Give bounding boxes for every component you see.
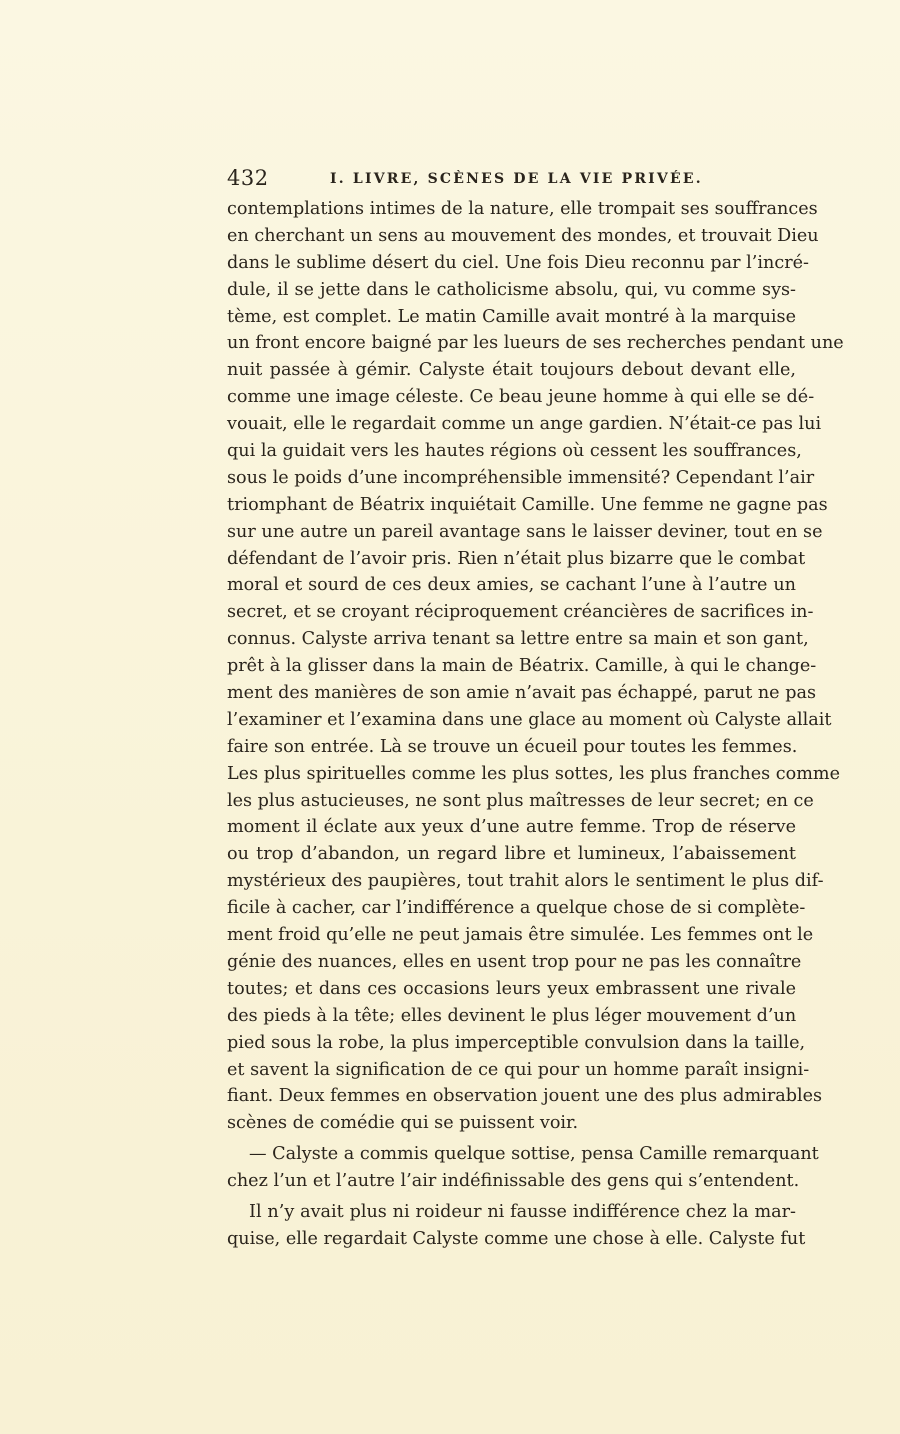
text-line: chez l’un et l’autre l’air indéfinissable des gens qui s’entendent. [227, 1171, 800, 1192]
text-line: connus. Calyste arriva tenant sa lettre entre sa main et son gant, [227, 629, 809, 650]
text-line: les plus astucieuses, ne sont plus maîtresses de leur secret; en ce [227, 790, 814, 811]
paragraph-3 [227, 1199, 806, 1253]
text-line: et savent la signification de ce qui pour un homme paraît insigni- [227, 1059, 810, 1080]
text-line: nuit passée à gémir. Calyste était toujours debout devant elle, [227, 360, 796, 381]
text-line: Il n’y avait plus ni roideur ni fausse indifférence chez la mar- [249, 1201, 796, 1222]
text-line: faire son entrée. Là se trouve un écueil pour toutes les femmes. [227, 736, 798, 757]
text-line: mystérieux des paupières, tout trahit alors le sentiment le plus dif- [227, 871, 824, 892]
text-line: sous le poids d’une incompréhensible immensité? Cependant l’air [227, 467, 815, 488]
text-line: secret, et se croyant réciproquement créancières de sacrifices in- [227, 602, 814, 623]
paragraph-1 [227, 196, 844, 1137]
text-line: génie des nuances, elles en usent trop pour ne pas les connaître [227, 951, 802, 972]
text-line: quise, elle regardait Calyste comme une chose à elle. Calyste fut [227, 1228, 806, 1249]
text-line: l’examiner et l’examina dans une glace au moment où Calyste allait [227, 709, 832, 730]
text-line: qui la guidait vers les hautes régions où cessent les souffrances, [227, 441, 802, 462]
text-line: sur une autre un pareil avantage sans le laisser deviner, tout en se [227, 521, 823, 542]
text-line: tème, est complet. Le matin Camille avait montré à la marquise [227, 306, 796, 327]
text-line: scènes de comédie qui se puissent voir. [227, 1113, 579, 1134]
text-line: toutes; et dans ces occasions leurs yeux embrassent une rivale [227, 978, 796, 999]
text-line: moral et sourd de ces deux amies, se cachant l’une à l’autre un [227, 575, 796, 596]
text-line: défendant de l’avoir pris. Rien n’était plus bizarre que le combat [227, 548, 806, 569]
text-line: Les plus spirituelles comme les plus sottes, les plus franches comme [227, 763, 841, 784]
text-line: vouait, elle le regardait comme un ange gardien. N’était-ce pas lui [227, 414, 822, 435]
text-line: ficile à cacher, car l’indifférence a quelque chose de si complète- [227, 898, 806, 919]
text-line: des pieds à la tête; elles devinent le plus léger mouvement d’un [227, 1005, 797, 1026]
text-line: ment des manières de son amie n’avait pas échappé, parut ne pas [227, 683, 816, 704]
paragraph-2 [227, 1141, 819, 1195]
text-line: comme une image céleste. Ce beau jeune homme à qui elle se dé- [227, 387, 815, 408]
text-line: — Calyste a commis quelque sottise, pensa Camille remarquant [249, 1144, 819, 1165]
text-line: prêt à la glisser dans la main de Béatrix. Camille, à qui le change- [227, 656, 817, 677]
body-text [227, 196, 844, 1253]
text-line: moment il éclate aux yeux d’une autre femme. Trop de réserve [227, 817, 796, 838]
text-line: pied sous la robe, la plus imperceptible convulsion dans la taille, [227, 1032, 806, 1053]
text-line: ou trop d’abandon, un regard libre et lumineux, l’abaissement [227, 844, 796, 865]
text-line: contemplations intimes de la nature, elle trompait ses souffrances [227, 199, 818, 219]
text-line: dule, il se jette dans le catholicisme absolu, qui, vu comme sys- [227, 279, 796, 300]
page-header [227, 166, 797, 192]
text-line: dans le sublime désert du ciel. Une fois Dieu reconnu par l’incré- [227, 252, 809, 273]
text-line: un front encore baigné par les lueurs de ses recherches pendant une [227, 333, 844, 354]
running-title: I. LIVRE, SCÈNES DE LA VIE PRIVÉE. [330, 171, 703, 187]
text-line: fiant. Deux femmes en observation jouent une des plus admirables [227, 1086, 823, 1107]
text-line: en cherchant un sens au mouvement des mondes, et trouvait Dieu [227, 225, 819, 246]
text-line: triomphant de Béatrix inquiétait Camille. Une femme ne gagne pas [227, 494, 828, 515]
page-number: 432 [227, 166, 269, 190]
text-line: ment froid qu’elle ne peut jamais être simulée. Les femmes ont le [227, 925, 814, 946]
